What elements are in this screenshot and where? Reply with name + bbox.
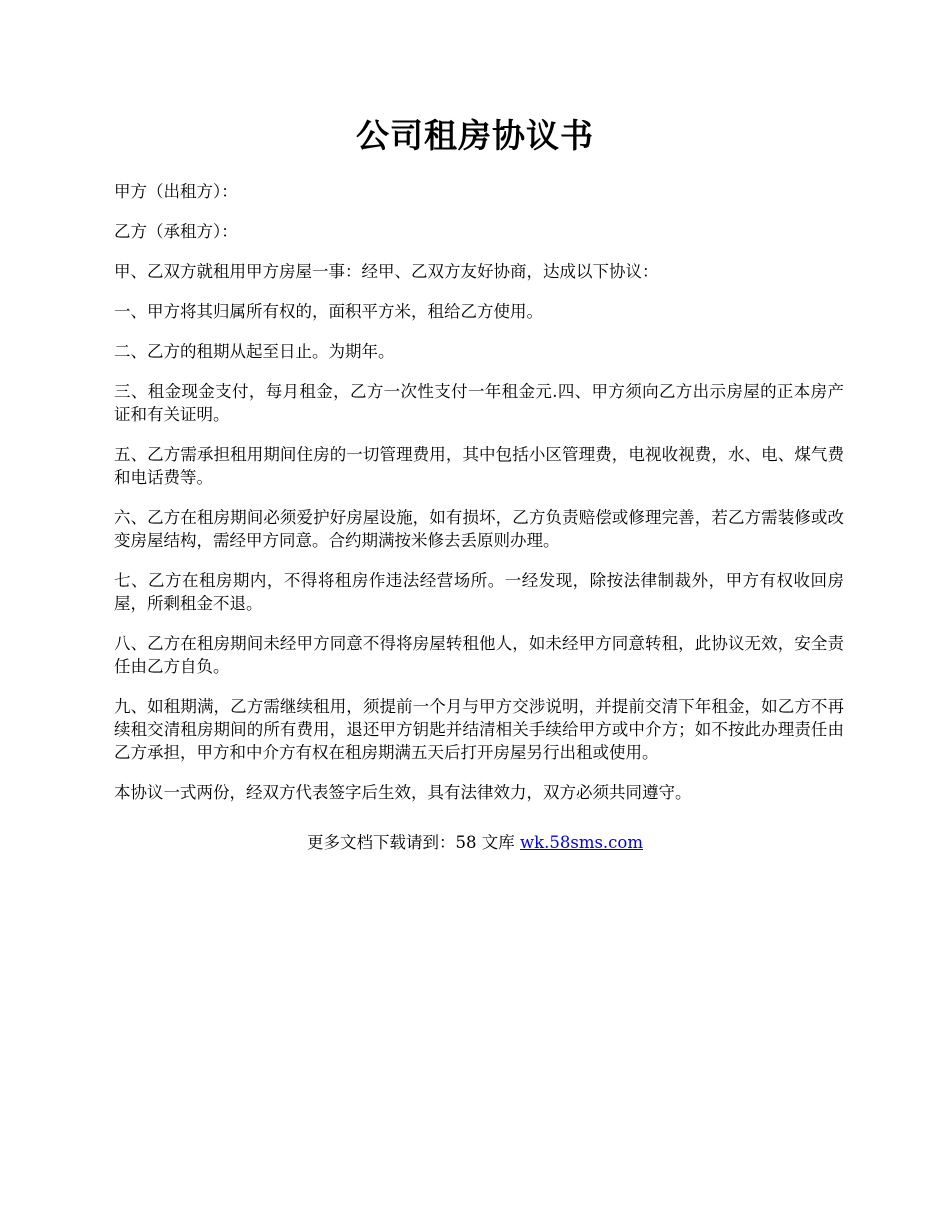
paragraph-clause-9: 九、如租期满，乙方需继续租用，须提前一个月与甲方交涉说明，并提前交清下年租金，如乙方不再续租交清租房期间的所有费用，退还甲方钥匙并结清相关手续给甲方或中介方；如不按此办理责任由乙方承担，甲方和中介方有权在租房期满五天后打开房屋另行出租或使用。 [114,697,844,762]
download-footer [0,831,950,854]
paragraph-intro: 甲、乙双方就租用甲方房屋一事：经甲、乙双方友好协商，达成以下协议： [114,262,659,281]
document-body [114,180,844,821]
paragraph-clause-3: 三、租金现金支付，每月租金，乙方一次性支付一年租金元.四、甲方须向乙方出示房屋的正本房产证和有关证明。 [114,382,844,424]
paragraph-closing: 本协议一式两份，经双方代表签字后生效，具有法律效力，双方必须共同遵守。 [114,783,692,802]
paragraph-clause-1: 一、甲方将其归属所有权的，面积平方米，租给乙方使用。 [114,302,543,321]
footer-link[interactable]: wk.58sms.com [519,833,643,852]
paragraph-clause-2: 二、乙方的租期从起至日止。为期年。 [114,342,395,361]
footer-prefix: 更多文档下载请到：58 文库 [306,833,520,852]
paragraph-clause-8: 八、乙方在租房期间未经甲方同意不得将房屋转租他人，如未经甲方同意转租，此协议无效，安全责任由乙方自负。 [114,634,844,676]
paragraph-lessor: 甲方（出租方）： [114,182,238,201]
document-title: 公司租房协议书 [356,116,594,155]
paragraph-clause-6: 六、乙方在租房期间必须爱护好房屋设施，如有损坏，乙方负责赔偿或修理完善，若乙方需装修或改变房屋结构，需经甲方同意。合约期满按米修去丢原则办理。 [114,508,844,550]
paragraph-lessee: 乙方（承租方）： [114,222,238,241]
paragraph-clause-7: 七、乙方在租房期内，不得将租房作违法经营场所。一经发现，除按法律制裁外，甲方有权收回房屋，所剩租金不退。 [114,571,844,613]
paragraph-clause-5: 五、乙方需承担租用期间住房的一切管理费用，其中包括小区管理费，电视收视费，水、电、煤气费和电话费等。 [114,445,844,487]
